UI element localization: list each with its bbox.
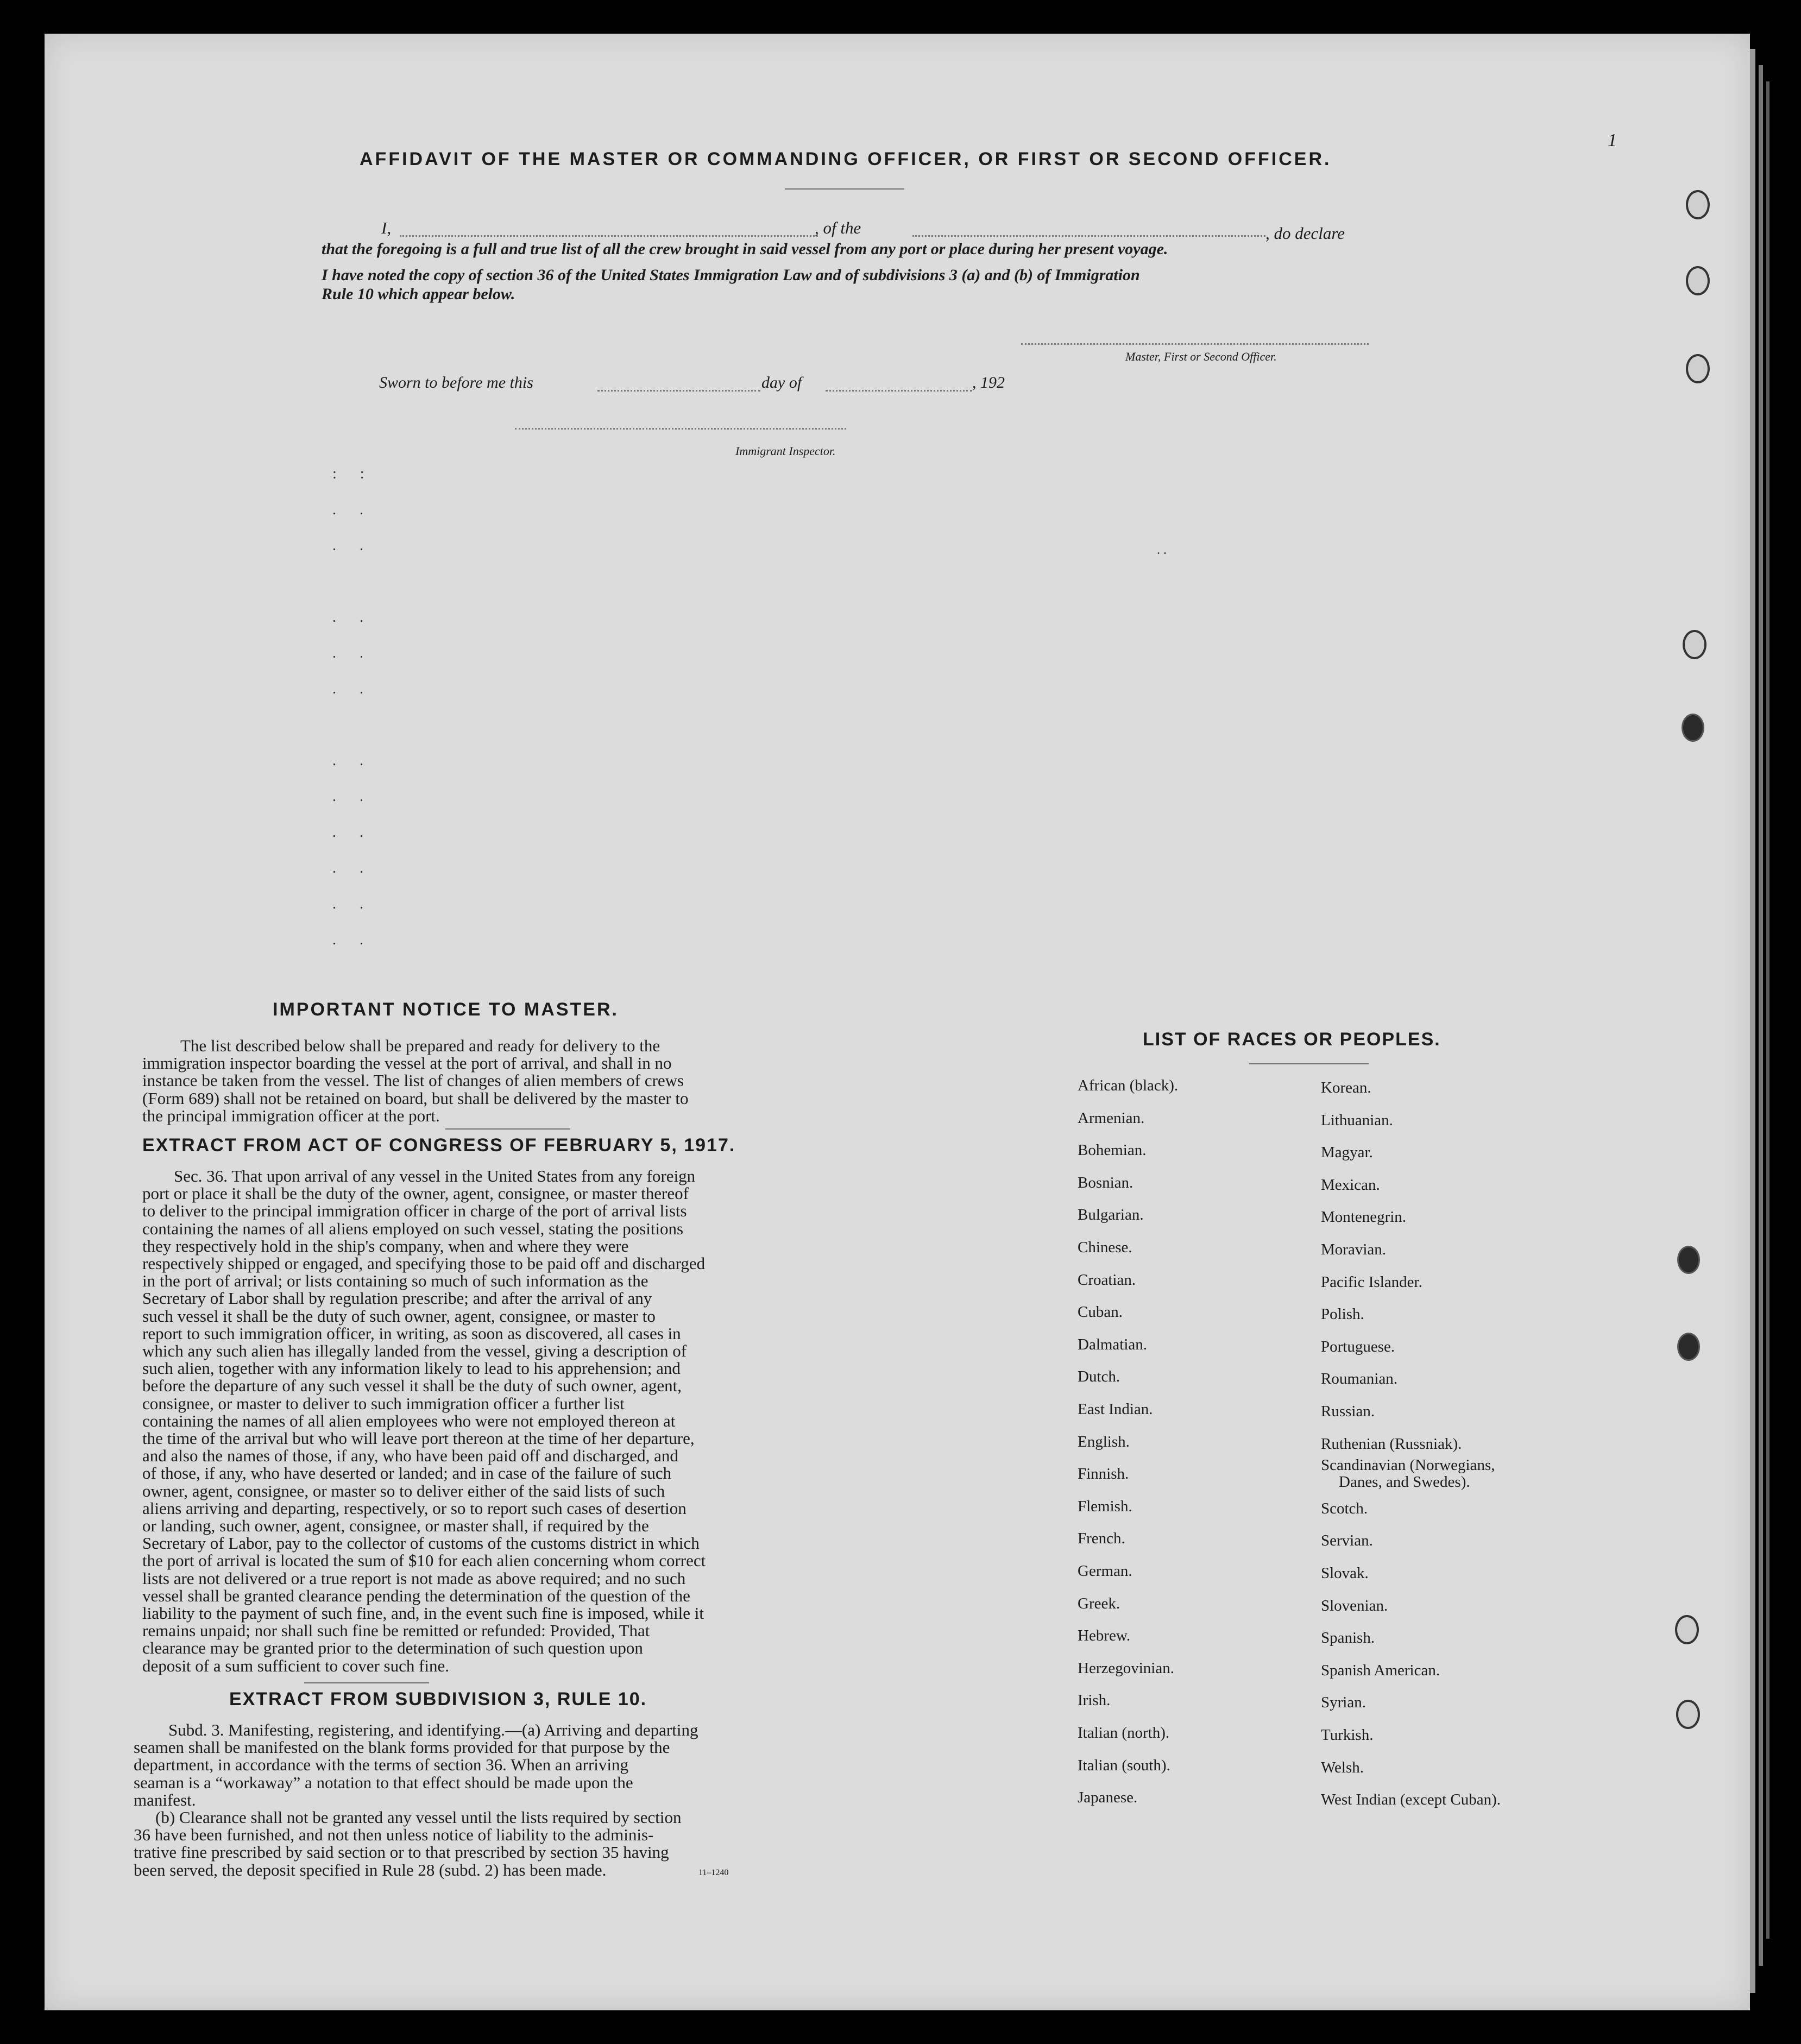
- act-line: aliens arriving and departing, respectively, or so to report such cases of desertion: [142, 1498, 687, 1518]
- race-item-right: Slovak.: [1321, 1564, 1369, 1582]
- race-item-left: Dutch.: [1078, 1368, 1120, 1386]
- act-line: they respectively hold in the ship's company, when and where they were: [142, 1236, 629, 1256]
- race-item-left: English.: [1078, 1433, 1130, 1450]
- notice-text: [142, 1037, 778, 1125]
- notice-title: IMPORTANT NOTICE TO MASTER.: [273, 999, 619, 1020]
- race-item-right: Polish.: [1321, 1305, 1364, 1323]
- rule-line: seaman is a “workaway” a notation to that effect should be made upon the: [134, 1772, 633, 1792]
- act-line: and also the names of those, if any, who have been paid off and discharged, and: [142, 1446, 678, 1466]
- master-caption: Master, First or Second Officer.: [1125, 350, 1277, 363]
- inspector-signature-field[interactable]: [515, 428, 846, 430]
- act-line: Sec. 36. That upon arrival of any vessel in the United States from any foreign: [174, 1166, 696, 1185]
- race-item-left: Dalmatian.: [1078, 1335, 1148, 1353]
- act-line: vessel shall be granted clearance pending the determination of the question of the: [142, 1586, 690, 1605]
- act-line: which any such alien has illegally landed from the vessel, giving a description of: [142, 1341, 687, 1361]
- race-item-left: Italian (north).: [1078, 1724, 1170, 1742]
- guide-dots: : : . . . . . . . . . . . . . . . . . . . . . .: [332, 465, 374, 948]
- race-item-right: Korean.: [1321, 1079, 1371, 1096]
- act-line: Secretary of Labor, pay to the collector of customs of the customs district in which: [142, 1534, 700, 1553]
- sworn-day-field[interactable]: [597, 390, 760, 392]
- notice-line: immigration inspector boarding the vessel at the port of arrival, and shall in no: [142, 1053, 672, 1073]
- race-item-right: Slovenian.: [1321, 1597, 1388, 1614]
- sworn-text: Sworn to before me this: [379, 374, 533, 392]
- form-code: 11–1240: [698, 1868, 729, 1877]
- act-line: containing the names of all alien employees who were not employed thereon at: [142, 1411, 676, 1430]
- act-title: EXTRACT FROM ACT OF CONGRESS OF FEBRUARY 5, 1917.: [142, 1135, 736, 1156]
- race-item-left: German.: [1078, 1562, 1132, 1580]
- races-rule: [1249, 1063, 1369, 1064]
- act-line: the port of arrival is located the sum of $10 for each alien concerning whom correct: [142, 1551, 706, 1570]
- race-item-left: Flemish.: [1078, 1497, 1132, 1515]
- race-item-left: Finnish.: [1078, 1465, 1129, 1483]
- race-item-right: Russian.: [1321, 1403, 1375, 1420]
- race-item-left: French.: [1078, 1530, 1125, 1548]
- affidavit-line-4: Rule 10 which appear below.: [322, 285, 515, 303]
- day-of-text: day of: [761, 374, 802, 392]
- act-line: to deliver to the principal immigration officer in charge of the port of arrival lists: [142, 1201, 687, 1221]
- race-item-right: Syrian.: [1321, 1694, 1366, 1712]
- race-item-left: Chinese.: [1078, 1239, 1132, 1256]
- affidavit-title: AFFIDAVIT OF THE MASTER OR COMMANDING OFFICER, OR FIRST OR SECOND OFFICER.: [360, 149, 1332, 169]
- act-line: deposit of a sum sufficient to cover such fine.: [142, 1656, 450, 1675]
- act-line: consignee, or master to deliver to such immigration officer a further list: [142, 1393, 625, 1413]
- act-line: remains unpaid; nor shall such fine be remitted or refunded: Provided, That: [142, 1621, 650, 1641]
- notice-rule: [445, 1128, 570, 1130]
- punch-hole: [1677, 1333, 1700, 1361]
- vessel-field[interactable]: [912, 235, 1265, 237]
- affidavit-declare: , do declare: [1265, 224, 1345, 243]
- affidavit-i: I,: [381, 218, 392, 237]
- race-item-left: Bosnian.: [1078, 1174, 1134, 1191]
- race-item-right: Spanish.: [1321, 1629, 1375, 1647]
- race-item-right: Scandinavian (Norwegians,: [1321, 1456, 1495, 1474]
- rule-line: Subd. 3. Manifesting, registering, and identifying.—(a) Arriving and departing: [168, 1720, 698, 1739]
- title-rule: [785, 188, 904, 190]
- sheet-edge: [1750, 49, 1755, 1993]
- punch-hole: [1683, 630, 1706, 659]
- race-item-left: Armenian.: [1078, 1109, 1145, 1127]
- race-item-right: Pacific Islander.: [1321, 1273, 1422, 1291]
- act-text: [142, 1168, 778, 1675]
- form-page: [45, 34, 1750, 2010]
- act-line: port or place it shall be the duty of the owner, agent, consignee, or master thereof: [142, 1184, 689, 1203]
- race-continuation: Danes, and Swedes).: [1339, 1473, 1470, 1491]
- punch-hole: [1677, 1246, 1700, 1274]
- stray-mark: . .: [1157, 543, 1167, 557]
- act-line: respectively shipped or engaged, and specifying those to be paid off and discharged: [142, 1254, 706, 1273]
- race-item-right: Scotch.: [1321, 1499, 1368, 1517]
- notice-line: The list described below shall be prepared and ready for delivery to the: [180, 1036, 660, 1055]
- race-item-right: West Indian (except Cuban).: [1321, 1791, 1501, 1809]
- rule-line: seamen shall be manifested on the blank forms provided for that purpose by the: [134, 1738, 670, 1757]
- sworn-month-field[interactable]: [826, 390, 972, 392]
- inspector-caption: Immigrant Inspector.: [735, 444, 836, 458]
- race-item-right: Turkish.: [1321, 1726, 1374, 1744]
- act-line: such alien, together with any information likely to lead to his apprehension; and: [142, 1359, 681, 1378]
- master-signature-field[interactable]: [1021, 343, 1369, 345]
- race-item-left: Japanese.: [1078, 1789, 1138, 1807]
- race-item-left: Herzegovinian.: [1078, 1659, 1174, 1677]
- year-text: , 192: [972, 374, 1005, 392]
- race-item-left: Irish.: [1078, 1692, 1111, 1709]
- punch-hole: [1676, 1700, 1700, 1729]
- rule-text: [134, 1721, 778, 1879]
- punch-hole: [1675, 1615, 1699, 1644]
- punch-hole: [1682, 714, 1704, 742]
- act-line: the time of the arrival but who will leave port thereon at the time of her departure,: [142, 1429, 695, 1448]
- act-line: such vessel it shall be the duty of such owner, agent, consignee, or master to: [142, 1306, 656, 1326]
- act-line: lists are not delivered or a true report is not made as above required; and no such: [142, 1568, 686, 1588]
- act-line: liability to the payment of such fine, and, in the event such fine is imposed, while it: [142, 1604, 704, 1623]
- act-line: in the port of arrival; or lists containing so much of such information as the: [142, 1271, 648, 1291]
- race-item-right: Ruthenian (Russniak).: [1321, 1435, 1462, 1453]
- act-line: clearance may be granted prior to the determination of such question upon: [142, 1638, 643, 1658]
- race-item-left: Hebrew.: [1078, 1627, 1131, 1645]
- notice-line: (Form 689) shall not be retained on board, but shall be delivered by the master to: [142, 1088, 689, 1108]
- race-item-right: Welsh.: [1321, 1758, 1364, 1776]
- affidavit-of-the: , of the: [815, 218, 861, 237]
- race-item-left: Greek.: [1078, 1594, 1120, 1612]
- act-line: Secretary of Labor shall by regulation prescribe; and after the arrival of any: [142, 1289, 652, 1308]
- affidavit-line-3: I have noted the copy of section 36 of the United States Immigration Law and of subdivisions 3 (a) and (b) of Immigration: [322, 266, 1140, 284]
- act-line: containing the names of all aliens employed on such vessel, stating the positions: [142, 1219, 684, 1238]
- race-item-left: Croatian.: [1078, 1271, 1136, 1289]
- rule-line: department, in accordance with the terms of section 36. When an arriving: [134, 1755, 629, 1775]
- race-item-right: Magyar.: [1321, 1144, 1373, 1162]
- act-line: of those, if any, who have deserted or landed; and in case of the failure of such: [142, 1463, 672, 1483]
- race-item-right: Moravian.: [1321, 1241, 1386, 1258]
- notice-line: the principal immigration officer at the port.: [142, 1106, 440, 1125]
- race-item-right: Servian.: [1321, 1532, 1373, 1550]
- sheet-edge: [1759, 65, 1763, 1966]
- race-item-left: East Indian.: [1078, 1400, 1153, 1418]
- race-item-right: Roumanian.: [1321, 1370, 1397, 1388]
- race-item-left: Cuban.: [1078, 1303, 1123, 1321]
- act-line: report to such immigration officer, in writing, as soon as discovered, all cases in: [142, 1323, 681, 1343]
- notice-line: instance be taken from the vessel. The list of changes of alien members of crews: [142, 1071, 684, 1090]
- race-item-left: Bulgarian.: [1078, 1206, 1144, 1224]
- rule-line: manifest.: [134, 1790, 196, 1809]
- sheet-edge: [1766, 81, 1769, 1939]
- punch-hole: [1686, 354, 1710, 383]
- rule-line: 36 have been furnished, and not then unless notice of liability to the adminis-: [134, 1825, 654, 1845]
- race-item-left: African (black).: [1078, 1077, 1179, 1094]
- page-number: 1: [1608, 130, 1617, 150]
- punch-hole: [1686, 190, 1710, 219]
- name-field[interactable]: [400, 235, 818, 237]
- race-item-left: Italian (south).: [1078, 1756, 1170, 1774]
- race-item-right: Portuguese.: [1321, 1338, 1395, 1355]
- race-item-right: Mexican.: [1321, 1176, 1380, 1194]
- act-line: before the departure of any such vessel it shall be the duty of such owner, agent,: [142, 1376, 682, 1396]
- rule-line: (b) Clearance shall not be granted any vessel until the lists required by section: [155, 1808, 682, 1827]
- rule-line: trative fine prescribed by said section or to that prescribed by section 35 having: [134, 1843, 669, 1862]
- race-item-left: Bohemian.: [1078, 1141, 1147, 1159]
- race-item-right: Spanish American.: [1321, 1661, 1440, 1679]
- affidavit-line-2: that the foregoing is a full and true list of all the crew brought in said vessel from any port or place during her present voyage.: [322, 240, 1168, 258]
- races-title: LIST OF RACES OR PEOPLES.: [1143, 1029, 1441, 1050]
- act-rule: [304, 1682, 429, 1683]
- punch-hole: [1686, 266, 1710, 295]
- act-line: or landing, such owner, agent, consignee, or master shall, if required by the: [142, 1516, 649, 1536]
- race-item-right: Montenegrin.: [1321, 1208, 1407, 1226]
- rule-title: EXTRACT FROM SUBDIVISION 3, RULE 10.: [229, 1689, 647, 1709]
- act-line: owner, agent, consignee, or master so to deliver either of the said lists of such: [142, 1481, 665, 1500]
- race-item-right: Lithuanian.: [1321, 1111, 1393, 1129]
- rule-line: been served, the deposit specified in Rule 28 (subd. 2) has been made.: [134, 1860, 607, 1879]
